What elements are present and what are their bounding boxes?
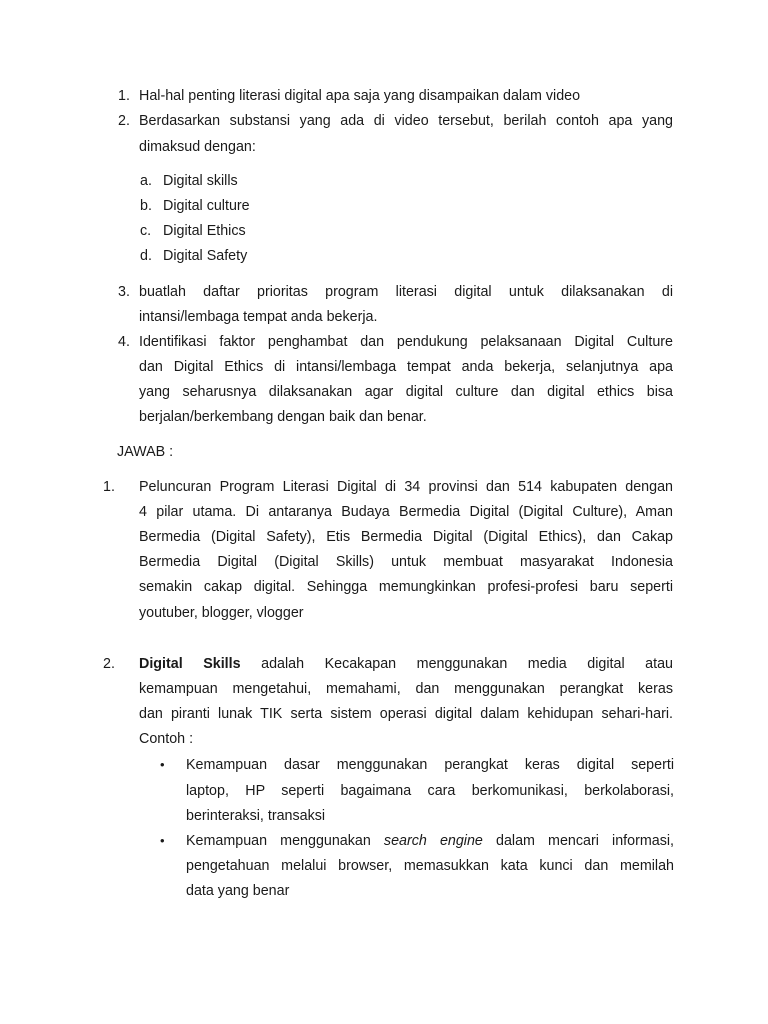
bullet-marker: • <box>160 833 165 848</box>
sub-item-letter: b. <box>140 198 152 214</box>
sub-item-text: Digital Safety <box>163 248 248 264</box>
sub-item-letter: c. <box>140 223 152 239</box>
answer-2-number: 2. <box>103 656 115 672</box>
question-3-line-2: intansi/lembaga tempat anda bekerja. <box>139 309 378 325</box>
answer-2-line: kemampuan mengetahui, memahami, dan menggunakan perangkat keras <box>139 681 673 697</box>
sub-item-letter: d. <box>140 248 152 264</box>
digital-skills-term: Digital Skills <box>139 656 241 672</box>
question-3-number: 3. <box>118 284 130 300</box>
search-engine-term: search engine <box>383 833 483 849</box>
sub-item-text: Digital skills <box>163 173 238 189</box>
question-3-line-1: buatlah daftar prioritas program literasi digital untuk dilaksanakan di <box>139 284 673 300</box>
bullet-1-line: laptop, HP seperti bagaimana cara berkomunikasi, berkolaborasi, <box>186 783 674 799</box>
answer-1-line: semakin cakap digital. Sehingga memungkinkan profesi-profesi baru seperti <box>139 579 673 595</box>
question-4-line: Identifikasi faktor penghambat dan pendukung pelaksanaan Digital Culture <box>139 334 673 350</box>
question-4-number: 4. <box>118 334 130 350</box>
sub-item-text: Digital culture <box>163 198 250 214</box>
bullet-marker: • <box>160 757 165 772</box>
answer-1-line: Bermedia (Digital Safety), Etis Bermedia Digital (Digital Ethics), dan Cakap <box>139 529 673 545</box>
bullet-2-line: pengetahuan melalui browser, memasukkan kata kunci dan memilah <box>186 858 674 874</box>
question-2-line-1: Berdasarkan substansi yang ada di video tersebut, berilah contoh apa yang <box>139 113 673 129</box>
bullet-2-line: data yang benar <box>186 883 290 899</box>
question-1-number: 1. <box>118 88 130 104</box>
answer-1-line: 4 pilar utama. Di antaranya Budaya Bermedia Digital (Digital Culture), Aman <box>139 504 673 520</box>
answer-1-line: youtuber, blogger, vlogger <box>139 605 304 621</box>
answer-heading: JAWAB : <box>117 444 174 460</box>
answer-1-line: Peluncuran Program Literasi Digital di 34 provinsi dan 514 kabupaten dengan <box>139 479 673 495</box>
question-2-line-2: dimaksud dengan: <box>139 139 256 155</box>
question-4-line: berjalan/berkembang dengan baik dan benar. <box>139 409 427 425</box>
sub-item-letter: a. <box>140 173 152 189</box>
answer-2-line: dan piranti lunak TIK serta sistem operasi digital dalam kehidupan sehari-hari. <box>139 706 673 722</box>
answer-2-line-1 <box>139 655 673 673</box>
answer-2-line: Contoh : <box>139 731 194 747</box>
sub-item-text: Digital Ethics <box>163 223 246 239</box>
bullet-2-pre: Kemampuan menggunakan <box>186 833 384 849</box>
question-4-line: dan Digital Ethics di intansi/lembaga tempat anda bekerja, selanjutnya apa <box>139 359 673 375</box>
answer-2-line-1-rest: adalah Kecakapan menggunakan media digital atau <box>240 656 673 672</box>
bullet-2-post: dalam mencari informasi, <box>482 833 674 849</box>
answer-1-number: 1. <box>103 479 115 495</box>
question-1-text: Hal-hal penting literasi digital apa saja yang disampaikan dalam video <box>139 88 581 104</box>
question-4-line: yang seharusnya dilaksanakan agar digital culture dan digital ethics bisa <box>139 384 673 400</box>
bullet-1-line: Kemampuan dasar menggunakan perangkat keras digital seperti <box>186 757 674 773</box>
answer-1-line: Bermedia Digital (Digital Skills) untuk membuat masyarakat Indonesia <box>139 554 673 570</box>
bullet-2-line-1 <box>186 832 674 850</box>
question-2-number: 2. <box>118 113 130 129</box>
bullet-1-line: berinteraksi, transaksi <box>186 808 326 824</box>
